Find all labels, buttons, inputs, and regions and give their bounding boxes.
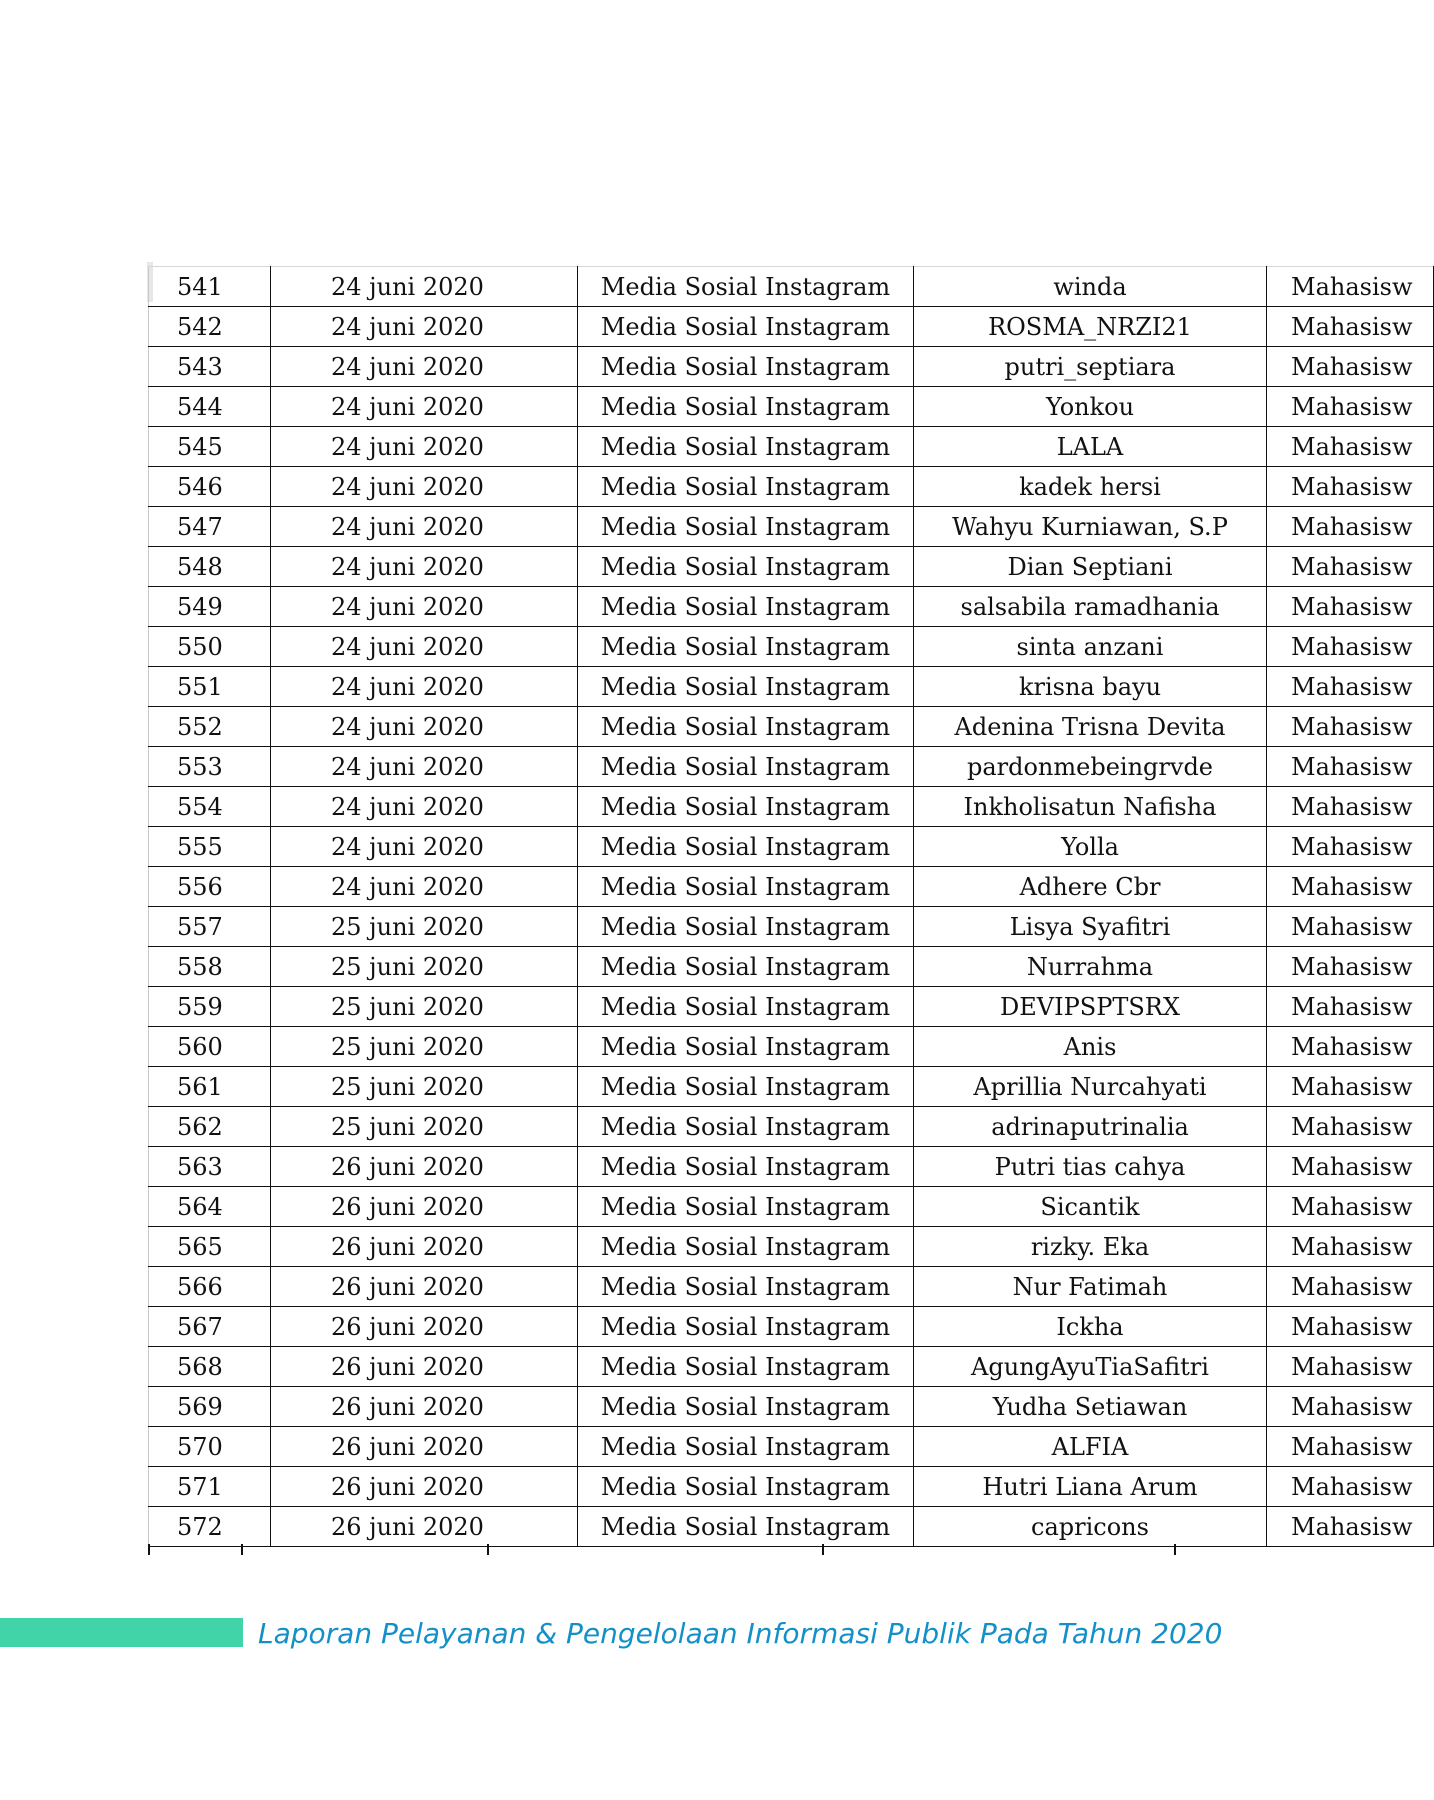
requester-occupation: Mahasisw [1267,987,1434,1027]
table-row [149,307,1434,347]
request-date: 26 juni 2020 [271,1147,578,1187]
row-number: 557 [149,907,271,947]
request-date: 25 juni 2020 [271,987,578,1027]
request-date: 26 juni 2020 [271,1267,578,1307]
request-media: Media Sosial Instagram [578,1507,914,1547]
requester-occupation: Mahasisw [1267,707,1434,747]
row-number: 572 [149,1507,271,1547]
table-row [149,867,1434,907]
requester-occupation: Mahasisw [1267,1467,1434,1507]
row-number: 569 [149,1387,271,1427]
request-media: Media Sosial Instagram [578,267,914,307]
requester-occupation: Mahasisw [1267,1267,1434,1307]
table-row [149,1427,1434,1467]
request-media: Media Sosial Instagram [578,1347,914,1387]
requester-name: Lisya Syafitri [914,907,1267,947]
request-media: Media Sosial Instagram [578,787,914,827]
request-date: 25 juni 2020 [271,907,578,947]
request-date: 24 juni 2020 [271,627,578,667]
requester-occupation: Mahasisw [1267,867,1434,907]
request-media: Media Sosial Instagram [578,507,914,547]
request-media: Media Sosial Instagram [578,1267,914,1307]
requester-name: ROSMA_NRZI21 [914,307,1267,347]
request-date: 24 juni 2020 [271,547,578,587]
request-media: Media Sosial Instagram [578,747,914,787]
requester-occupation: Mahasisw [1267,427,1434,467]
requester-name: winda [914,267,1267,307]
requester-occupation: Mahasisw [1267,467,1434,507]
row-number: 547 [149,507,271,547]
table-row [149,947,1434,987]
requester-name: capricons [914,1507,1267,1547]
requester-name: rizky. Eka [914,1227,1267,1267]
table-row [149,747,1434,787]
requester-occupation: Mahasisw [1267,347,1434,387]
request-date: 24 juni 2020 [271,867,578,907]
row-number: 556 [149,867,271,907]
requester-occupation: Mahasisw [1267,1507,1434,1547]
requester-occupation: Mahasisw [1267,1187,1434,1227]
table-row [149,787,1434,827]
requester-name: putri_septiara [914,347,1267,387]
request-date: 26 juni 2020 [271,1347,578,1387]
row-number: 567 [149,1307,271,1347]
requester-occupation: Mahasisw [1267,827,1434,867]
requester-name: kadek hersi [914,467,1267,507]
requester-occupation: Mahasisw [1267,387,1434,427]
request-media: Media Sosial Instagram [578,867,914,907]
requester-name: adrinaputrinalia [914,1107,1267,1147]
table-row [149,267,1434,307]
request-media: Media Sosial Instagram [578,387,914,427]
request-date: 24 juni 2020 [271,787,578,827]
request-date: 26 juni 2020 [271,1467,578,1507]
row-number: 561 [149,1067,271,1107]
requester-name: Yonkou [914,387,1267,427]
requester-occupation: Mahasisw [1267,1147,1434,1187]
table-row [149,1067,1434,1107]
requester-name: Yolla [914,827,1267,867]
requester-occupation: Mahasisw [1267,507,1434,547]
requester-name: Hutri Liana Arum [914,1467,1267,1507]
row-number: 564 [149,1187,271,1227]
requester-name: Putri tias cahya [914,1147,1267,1187]
request-media: Media Sosial Instagram [578,1387,914,1427]
requester-name: Yudha Setiawan [914,1387,1267,1427]
table-row [149,1347,1434,1387]
table-row [149,1147,1434,1187]
requester-name: krisna bayu [914,667,1267,707]
request-date: 26 juni 2020 [271,1507,578,1547]
requester-name: AgungAyuTiaSafitri [914,1347,1267,1387]
request-media: Media Sosial Instagram [578,1467,914,1507]
request-date: 26 juni 2020 [271,1387,578,1427]
requester-occupation: Mahasisw [1267,1227,1434,1267]
table-row [149,907,1434,947]
request-date: 24 juni 2020 [271,467,578,507]
column-tick [148,1544,150,1555]
request-date: 24 juni 2020 [271,347,578,387]
request-media: Media Sosial Instagram [578,1307,914,1347]
request-date: 25 juni 2020 [271,1067,578,1107]
request-media: Media Sosial Instagram [578,827,914,867]
row-number: 551 [149,667,271,707]
requester-occupation: Mahasisw [1267,547,1434,587]
row-number: 553 [149,747,271,787]
table-row [149,387,1434,427]
requester-name: Nur Fatimah [914,1267,1267,1307]
table-row [149,1227,1434,1267]
requester-occupation: Mahasisw [1267,787,1434,827]
requester-name: Sicantik [914,1187,1267,1227]
row-number: 555 [149,827,271,867]
column-tick [1174,1544,1176,1555]
row-number: 554 [149,787,271,827]
request-media: Media Sosial Instagram [578,707,914,747]
request-date: 25 juni 2020 [271,1027,578,1067]
table-row [149,1387,1434,1427]
requester-name: ALFIA [914,1427,1267,1467]
request-date: 26 juni 2020 [271,1307,578,1347]
requester-name: salsabila ramadhania [914,587,1267,627]
request-date: 24 juni 2020 [271,387,578,427]
row-number: 565 [149,1227,271,1267]
table-row [149,1307,1434,1347]
request-media: Media Sosial Instagram [578,1427,914,1467]
requester-occupation: Mahasisw [1267,667,1434,707]
row-number: 566 [149,1267,271,1307]
row-number: 542 [149,307,271,347]
row-number: 546 [149,467,271,507]
requester-name: pardonmebeingrvde [914,747,1267,787]
requester-name: Adhere Cbr [914,867,1267,907]
request-date: 24 juni 2020 [271,307,578,347]
table-row [149,1107,1434,1147]
request-date: 24 juni 2020 [271,827,578,867]
row-number: 568 [149,1347,271,1387]
table-row [149,827,1434,867]
requester-name: DEVIPSPTSRX [914,987,1267,1027]
request-media: Media Sosial Instagram [578,907,914,947]
request-date: 24 juni 2020 [271,427,578,467]
table-row [149,667,1434,707]
requester-occupation: Mahasisw [1267,627,1434,667]
request-date: 24 juni 2020 [271,667,578,707]
requester-name: sinta anzani [914,627,1267,667]
request-media: Media Sosial Instagram [578,1107,914,1147]
table-row [149,467,1434,507]
requester-occupation: Mahasisw [1267,1427,1434,1467]
requester-name: Adenina Trisna Devita [914,707,1267,747]
table-row [149,1187,1434,1227]
request-media: Media Sosial Instagram [578,1227,914,1267]
request-date: 26 juni 2020 [271,1427,578,1467]
request-date: 24 juni 2020 [271,747,578,787]
row-number: 562 [149,1107,271,1147]
table-row [149,707,1434,747]
requester-name: Anis [914,1027,1267,1067]
table-row [149,587,1434,627]
request-media: Media Sosial Instagram [578,1187,914,1227]
requester-occupation: Mahasisw [1267,1067,1434,1107]
requester-occupation: Mahasisw [1267,1387,1434,1427]
row-number: 560 [149,1027,271,1067]
request-media: Media Sosial Instagram [578,347,914,387]
requester-occupation: Mahasisw [1267,1347,1434,1387]
requester-occupation: Mahasisw [1267,587,1434,627]
request-log-table [148,266,1434,1547]
requester-name: Nurrahma [914,947,1267,987]
table-body [149,267,1434,1547]
requester-name: Wahyu Kurniawan, S.P [914,507,1267,547]
request-media: Media Sosial Instagram [578,427,914,467]
row-number: 549 [149,587,271,627]
column-tick [822,1544,824,1555]
requester-occupation: Mahasisw [1267,747,1434,787]
request-media: Media Sosial Instagram [578,547,914,587]
row-number: 544 [149,387,271,427]
table-row [149,347,1434,387]
row-number: 545 [149,427,271,467]
request-media: Media Sosial Instagram [578,1067,914,1107]
requester-name: Inkholisatun Nafisha [914,787,1267,827]
request-media: Media Sosial Instagram [578,1027,914,1067]
request-media: Media Sosial Instagram [578,587,914,627]
request-media: Media Sosial Instagram [578,467,914,507]
row-number: 558 [149,947,271,987]
request-date: 25 juni 2020 [271,1107,578,1147]
table-row [149,627,1434,667]
request-media: Media Sosial Instagram [578,627,914,667]
table-row [149,987,1434,1027]
row-number: 548 [149,547,271,587]
row-number: 570 [149,1427,271,1467]
requester-name: Ickha [914,1307,1267,1347]
row-number: 543 [149,347,271,387]
requester-name: Dian Septiani [914,547,1267,587]
spreadsheet-screenshot [148,266,1413,1547]
request-date: 25 juni 2020 [271,947,578,987]
table-row [149,1467,1434,1507]
request-media: Media Sosial Instagram [578,947,914,987]
table-row [149,1027,1434,1067]
requester-occupation: Mahasisw [1267,1307,1434,1347]
requester-occupation: Mahasisw [1267,267,1434,307]
request-date: 26 juni 2020 [271,1227,578,1267]
row-number: 541 [149,267,271,307]
requester-occupation: Mahasisw [1267,1027,1434,1067]
request-media: Media Sosial Instagram [578,667,914,707]
footer-title: Laporan Pelayanan & Pengelolaan Informasi Publik Pada Tahun 2020 [258,1617,1223,1650]
table-row [149,507,1434,547]
column-tick [241,1544,243,1555]
requester-occupation: Mahasisw [1267,947,1434,987]
row-number: 571 [149,1467,271,1507]
request-date: 26 juni 2020 [271,1187,578,1227]
requester-name: Aprillia Nurcahyati [914,1067,1267,1107]
row-number: 550 [149,627,271,667]
table-row [149,1267,1434,1307]
column-tick [487,1544,489,1555]
request-date: 24 juni 2020 [271,707,578,747]
table-row [149,1507,1434,1547]
table-row [149,427,1434,467]
request-date: 24 juni 2020 [271,507,578,547]
request-date: 24 juni 2020 [271,587,578,627]
requester-occupation: Mahasisw [1267,307,1434,347]
request-media: Media Sosial Instagram [578,1147,914,1187]
table-row [149,547,1434,587]
requester-occupation: Mahasisw [1267,907,1434,947]
row-number: 559 [149,987,271,1027]
request-media: Media Sosial Instagram [578,987,914,1027]
request-media: Media Sosial Instagram [578,307,914,347]
footer-accent-bar [0,1618,243,1647]
requester-name: LALA [914,427,1267,467]
row-number: 563 [149,1147,271,1187]
requester-occupation: Mahasisw [1267,1107,1434,1147]
row-number: 552 [149,707,271,747]
request-date: 24 juni 2020 [271,267,578,307]
